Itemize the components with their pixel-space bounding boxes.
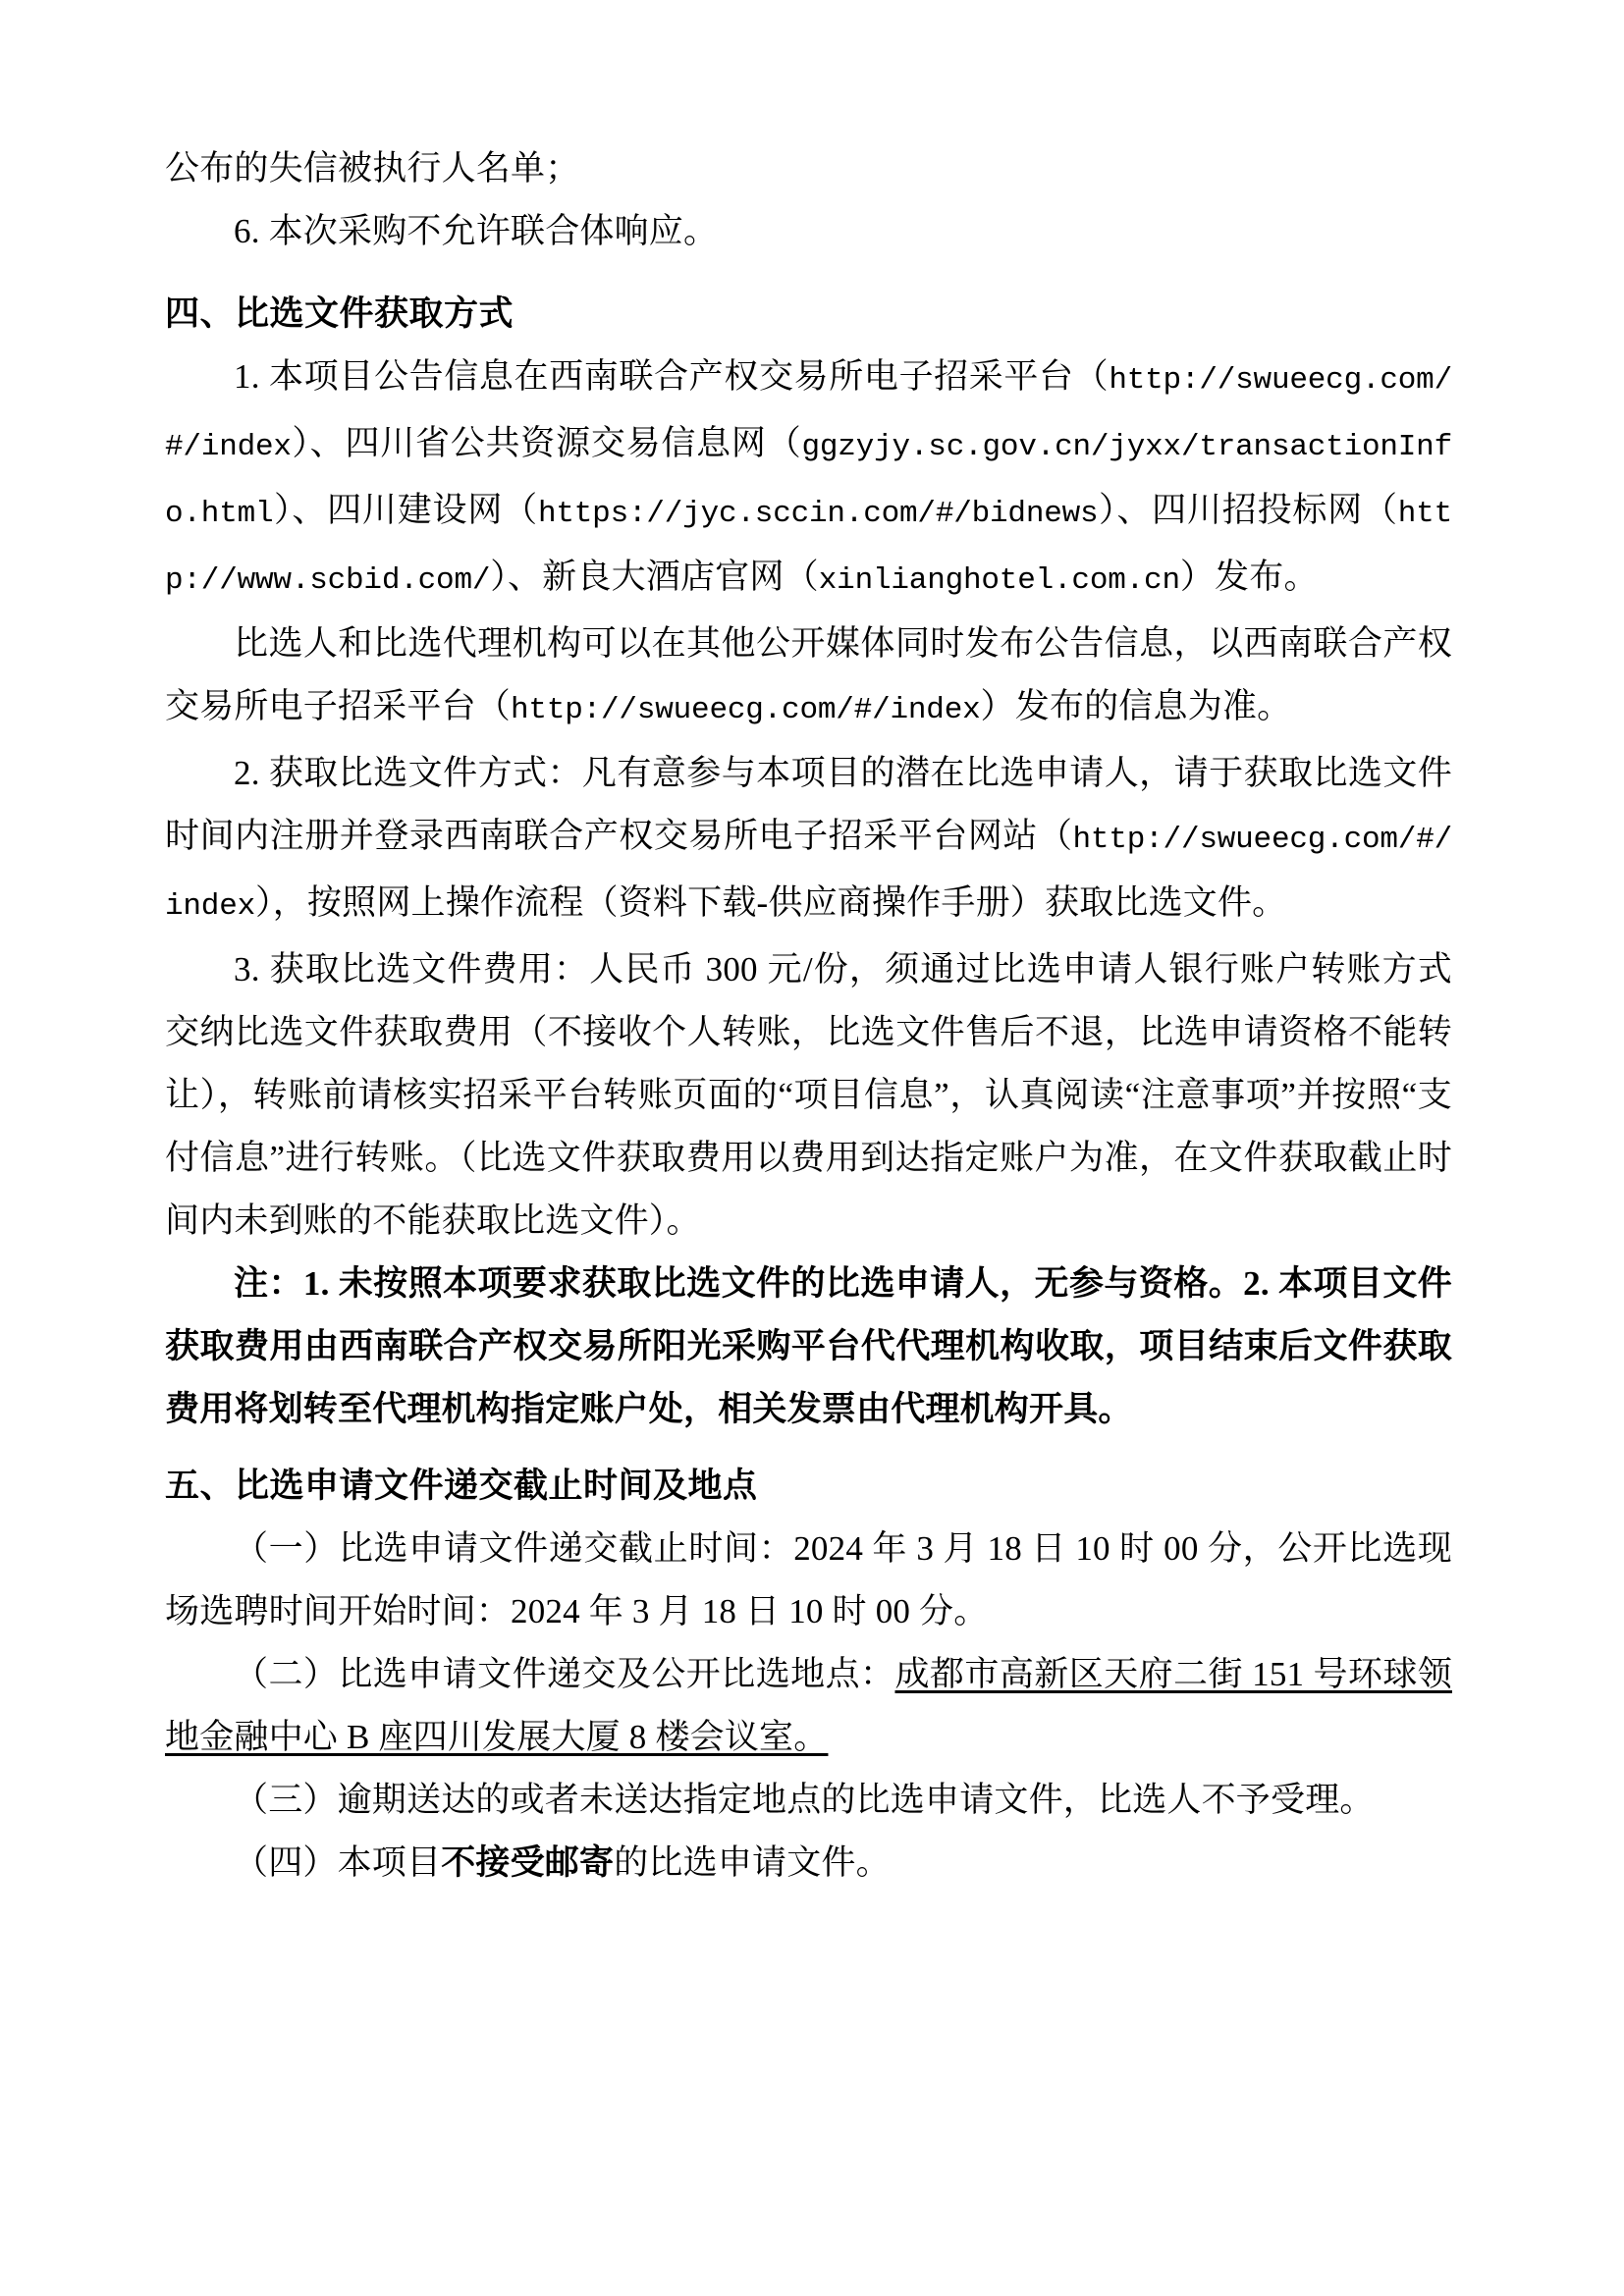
paragraph-item-5-1: （一）比选申请文件递交截止时间：2024 年 3 月 18 日 10 时 00 分，公开比选现场选聘时间开始时间：2024 年 3 月 18 日 10 时 00 分。: [165, 1529, 1452, 1630]
spacer: [165, 263, 1452, 283]
paragraph-item-4-2: 2. 获取比选文件方式：凡有意参与本项目的潜在比选申请人，请于获取比选文件时间内注册并登录西南联合产权交易所电子招采平台网站（http://swueecg.com/#/index），按照网上操作流程（资料下载-供应商操作手册）获取比选文件。: [165, 754, 1452, 924]
venue-address: 成都市高新区天府二街 151 号环球领地金融中心 B 座四川发展大厦 8 楼会议室。: [165, 1655, 1452, 1756]
paragraph-continued-line: 公布的失信被执行人名单；: [165, 149, 580, 187]
url-text: http://www.scbid.com/: [165, 497, 1452, 598]
paragraph-item-4-3: 3. 获取比选文件费用：人民币 300 元/份，须通过比选申请人银行账户转账方式交纳比选文件获取费用（不接收个人转账，比选文件售后不退，比选申请资格不能转让），转账前请核实招采平台转账页面的“项目信息”，认真阅读“注意事项”并按照“支付信息”进行转账。（比选文件获取费用以费用到达指定账户为准，在文件获取截止时间内未到账的不能获取比选文件）。: [165, 950, 1452, 1240]
url-text: https://jyc.sccin.com/#/bidnews: [537, 497, 1099, 531]
paragraph-item-5-4: [165, 1832, 1452, 1895]
item-5-4-prefix: （四）本项目: [234, 1843, 442, 1882]
paragraph-item-6: 6. 本次采购不允许联合体响应。: [234, 212, 719, 250]
paragraph-item-5-2: [165, 1643, 1452, 1769]
paragraph-item-4-1: 1. 本项目公告信息在西南联合产权交易所电子招采平台（http://swueecg.com/#/index）、四川省公共资源交易信息网（ggzyjy.sc.gov.cn/jyxx/transactionInfo.html）、四川建设网（https://jyc.sccin.com/#/bidnews）、四川招投标网（http://www.scbid.com/）、新良大酒店官网（xinlianghotel.com.cn）发布。: [165, 357, 1452, 598]
no-mail-emphasis: 不接受邮寄: [441, 1843, 615, 1882]
paragraph-item-5-3: （三）逾期送达的或者未送达指定地点的比选申请文件，比选人不予受理。: [234, 1781, 1375, 1819]
paragraph-item-4-note: 注：1. 未按照本项要求获取比选文件的比选申请人，无参与资格。2. 本项目文件获取费用由西南联合产权交易所阳光采购平台代代理机构收取，项目结束后文件获取费用将划转至代理机构指定账户处，相关发票由代理机构开具。: [165, 1264, 1452, 1428]
url-text: http://swueecg.com/#/index: [165, 363, 1452, 464]
url-text: http://swueecg.com/#/index: [165, 823, 1452, 924]
url-text: xinlianghotel.com.cn: [818, 563, 1180, 598]
section-heading-five: 五、比选申请文件递交截止时间及地点: [165, 1467, 758, 1505]
venue-label: （二）比选申请文件递交及公开比选地点：: [234, 1655, 895, 1693]
section-heading-four: 四、比选文件获取方式: [165, 294, 514, 333]
document-body: [165, 137, 1452, 1895]
url-text: http://swueecg.com/#/index: [511, 693, 981, 727]
item-5-4-suffix: 的比选申请文件。: [614, 1843, 891, 1882]
url-text: ggzyjy.sc.gov.cn/jyxx/transactionInfo.html: [165, 430, 1452, 531]
spacer: [165, 1441, 1452, 1455]
paragraph-item-4-1b: 比选人和比选代理机构可以在其他公开媒体同时发布公告信息，以西南联合产权交易所电子招采平台（http://swueecg.com/#/index）发布的信息为准。: [165, 624, 1452, 727]
